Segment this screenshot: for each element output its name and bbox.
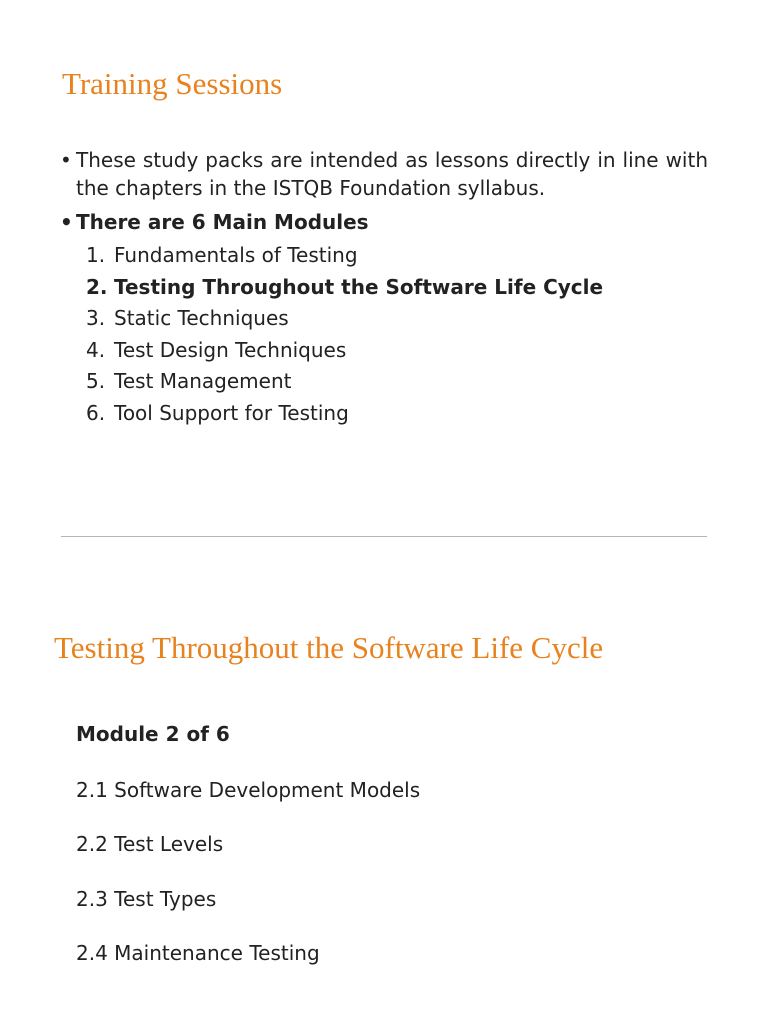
- bullet-icon: •: [60, 210, 73, 234]
- module-item: [86, 303, 603, 335]
- bullet-main-modules: [60, 208, 708, 236]
- bullet-intro-text: These study packs are intended as lessons directly in line with the chapters in the ISTQB Foundation syllabus.: [76, 148, 708, 200]
- module-item: [86, 398, 603, 430]
- slide-title: Testing Throughout the Software Life Cycle: [54, 630, 604, 665]
- module-label: Static Techniques: [114, 306, 289, 331]
- module-item-current: [86, 272, 603, 304]
- section-list: [76, 776, 420, 993]
- slide-module-2: [0, 560, 768, 1024]
- module-label: Test Design Techniques: [114, 337, 347, 362]
- slide-title: Training Sessions: [62, 66, 283, 101]
- module-number: 1.: [86, 243, 106, 267]
- module-number: 2.: [86, 274, 108, 299]
- section-item: 2.1 Software Development Models: [76, 778, 421, 802]
- module-item: [86, 366, 603, 398]
- module-number: 5.: [86, 369, 106, 394]
- module-label: Tool Support for Testing: [114, 400, 349, 425]
- module-item: [86, 240, 603, 272]
- bullet-intro: [60, 146, 708, 202]
- bullet-icon: •: [60, 148, 72, 172]
- module-number: 3.: [86, 306, 106, 331]
- slide-divider: [61, 536, 707, 537]
- section-item: 2.2 Test Levels: [76, 832, 224, 857]
- module-item: [86, 335, 603, 367]
- section-item: 2.3 Test Types: [76, 886, 217, 911]
- module-number: 4.: [86, 337, 106, 362]
- module-label: Test Management: [114, 369, 292, 394]
- module-label: Module 2 of 6: [76, 722, 230, 746]
- module-number: 6.: [86, 400, 106, 425]
- module-list: [86, 240, 603, 430]
- bullet-main-modules-text: There are 6 Main Modules: [76, 210, 369, 234]
- module-label: Testing Throughout the Software Life Cycle: [114, 274, 604, 299]
- section-item: 2.4 Maintenance Testing: [76, 940, 320, 965]
- module-label: Fundamentals of Testing: [114, 243, 358, 267]
